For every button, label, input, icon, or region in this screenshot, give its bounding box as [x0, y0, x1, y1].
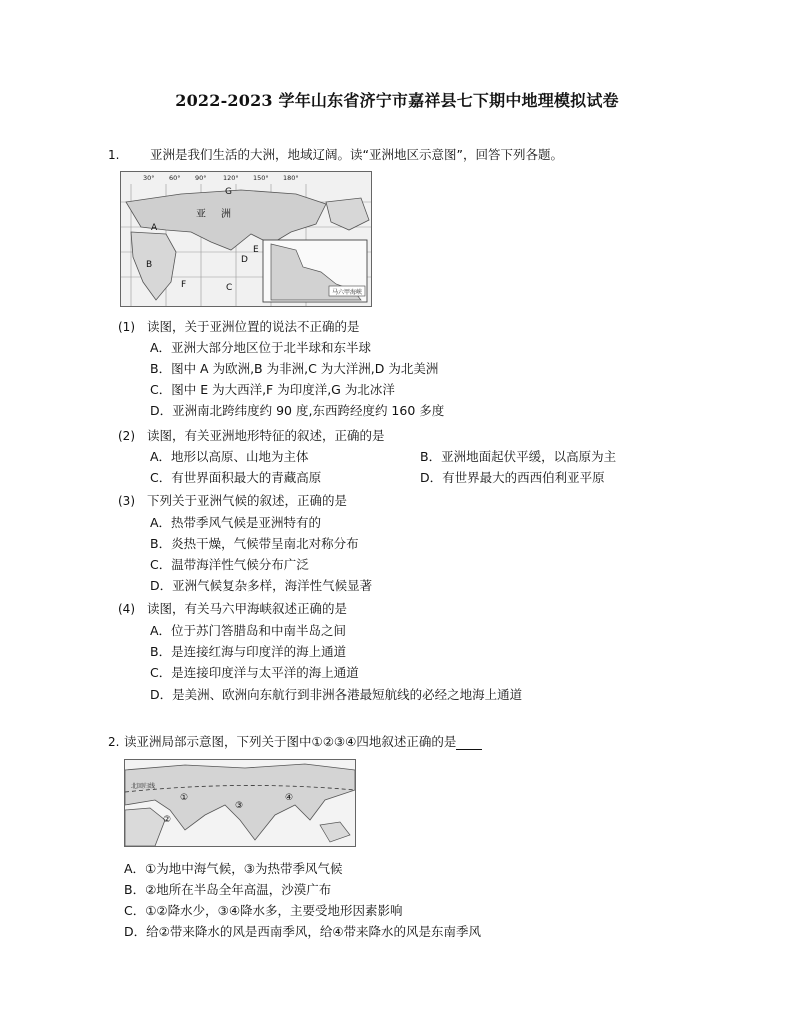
region-label: C	[226, 283, 233, 293]
asia-partial-map	[124, 759, 356, 847]
sub-question-number: (2)	[118, 429, 135, 443]
option: B．图中 A 为欧洲,B 为非洲,C 为大洋洲,D 为北美洲	[150, 361, 439, 376]
tropic-label: 北回归线	[131, 783, 156, 790]
option: A．位于苏门答腊岛和中南半岛之间	[150, 623, 347, 638]
region-label: D	[241, 255, 248, 265]
region-label: A	[151, 223, 158, 233]
question-stem-text: 读亚洲局部示意图，下列关于图中①②③④四地叙述正确的是	[124, 734, 457, 749]
option: A．亚洲大部分地区位于北半球和东半球	[150, 340, 372, 355]
region-label: B	[146, 260, 153, 270]
map-marker: ②	[163, 815, 172, 825]
lon-label: 30°	[143, 174, 155, 182]
question-stem	[124, 734, 482, 750]
sub-question-number: (1)	[118, 320, 135, 334]
option: C．是连接印度洋与太平洋的海上通道	[150, 665, 359, 680]
option: B．炎热干燥，气候带呈南北对称分布	[150, 536, 359, 551]
option: A．地形以高原、山地为主体	[150, 449, 309, 464]
map-marker: ③	[235, 801, 244, 811]
asia-partial-map-drawing	[125, 760, 355, 846]
option: B．亚洲地面起伏平缓，以高原为主	[420, 449, 617, 464]
lon-label: 150°	[253, 174, 269, 182]
sub-question-stem: 下列关于亚洲气候的叙述，正确的是	[147, 493, 348, 508]
sub-question-number: (4)	[118, 602, 135, 616]
option: D．亚洲南北跨纬度约 90 度,东西跨经度约 160 多度	[150, 403, 445, 418]
lon-label: 120°	[223, 174, 239, 182]
option: A．热带季风气候是亚洲特有的	[150, 515, 322, 530]
answer-blank	[456, 737, 482, 750]
sub-question-stem: 读图，有关亚洲地形特征的叙述，正确的是	[147, 428, 385, 443]
option: C．温带海洋性气候分布广泛	[150, 557, 309, 572]
question-number: 1.	[108, 148, 120, 162]
asia-label: 亚	[196, 209, 206, 220]
question-stem: 亚洲是我们生活的大洲，地域辽阔。读“亚洲地区示意图”，回答下列各题。	[150, 147, 563, 162]
option: C．①②降水少，③④降水多，主要受地形因素影响	[124, 903, 403, 918]
sub-question-stem: 读图，有关马六甲海峡叙述正确的是	[147, 601, 348, 616]
sub-question-number: (3)	[118, 494, 135, 508]
map-marker: ④	[285, 793, 294, 803]
sub-question-stem: 读图，关于亚洲位置的说法不正确的是	[147, 319, 360, 334]
region-label: E	[253, 245, 259, 255]
lon-label: 90°	[195, 174, 207, 182]
asia-map-drawing	[121, 172, 371, 306]
option: B．②地所在半岛全年高温，沙漠广布	[124, 882, 332, 897]
asia-map	[120, 171, 372, 307]
option: D．有世界最大的西西伯利亚平原	[420, 470, 605, 485]
option: D．是美洲、欧洲向东航行到非洲各港最短航线的必经之地海上通道	[150, 687, 523, 702]
region-label: F	[181, 280, 187, 290]
option: D．给②带来降水的风是西南季风，给④带来降水的风是东南季风	[124, 924, 482, 939]
map-marker: ①	[180, 793, 189, 803]
question-number: 2.	[108, 735, 120, 749]
option: C．有世界面积最大的青藏高原	[150, 470, 322, 485]
option: D．亚洲气候复杂多样，海洋性气候显著	[150, 578, 373, 593]
lon-label: 180°	[283, 174, 299, 182]
asia-label: 洲	[221, 209, 231, 220]
lon-label: 60°	[169, 174, 181, 182]
option: A．①为地中海气候，③为热带季风气候	[124, 861, 343, 876]
page-title: 2022-2023 学年山东省济宁市嘉祥县七下期中地理模拟试卷	[175, 91, 619, 110]
region-label: G	[225, 187, 232, 197]
inset-label: 马六甲海峡	[331, 289, 363, 296]
option: B．是连接红海与印度洋的海上通道	[150, 644, 347, 659]
option: C．图中 E 为大西洋,F 为印度洋,G 为北冰洋	[150, 382, 395, 397]
